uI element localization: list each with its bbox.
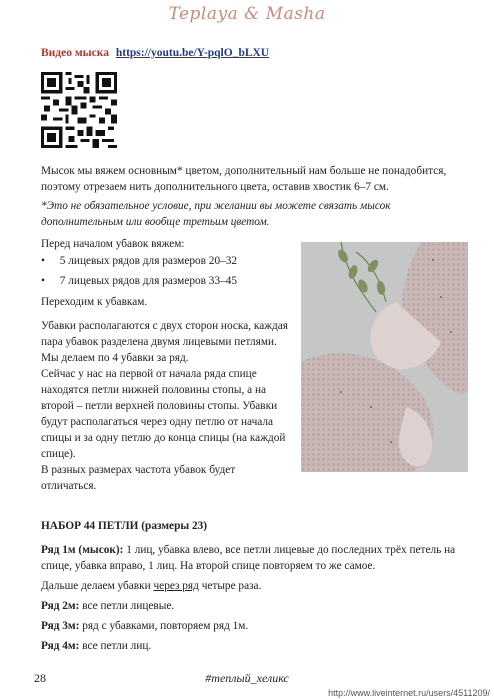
row-3-instruction xyxy=(41,618,461,634)
footer-hashtag: #теплый_хеликс xyxy=(205,671,289,685)
bullet-dot-icon: • xyxy=(41,255,45,267)
repeat-pre: Дальше делаем убавки xyxy=(41,580,154,592)
row-3-text: ряд с убавками, повторяем ряд 1м. xyxy=(79,620,249,632)
row-1-instruction xyxy=(41,542,461,574)
paragraph-note: *Это не обязательное условие, при желании вы можете связать мысок дополнительным или вообще третьим цветом. xyxy=(41,200,391,228)
page-number: 28 xyxy=(34,671,46,685)
bullet-list-item xyxy=(41,275,237,287)
row-2-instruction xyxy=(41,598,461,614)
repeat-underlined: через ряд xyxy=(153,580,199,592)
row-1-text: 1 лиц, убавка влево, все петли лицевые до последних трёх петель на спице, убавка вправо, 1 лиц. На второй спице повторяем то же самое. xyxy=(41,544,456,572)
row-4-text: все петли лиц. xyxy=(79,640,152,652)
video-link[interactable]: https://youtu.be/Y-pqlO_bLXU xyxy=(115,47,270,59)
row-2-text: все петли лицевые. xyxy=(79,600,175,612)
row-4-instruction xyxy=(41,638,461,654)
bullet-text: 7 лицевых рядов для размеров 33–45 xyxy=(59,275,238,287)
paragraph-go-to-decreases: Переходим к убавкам. xyxy=(41,296,148,308)
bullet-dot-icon: • xyxy=(41,275,45,287)
paragraph-needles: Сейчас у нас на первой от начала ряда спице находятся петли нижней половины стопы, а на второй – петли верхней половины стопы. Убавки будут располагаться через одну петлю от начала спицы и за одну петлю до конца спицы (на каждой спице). xyxy=(41,368,286,460)
paragraph-intro: Мысок мы вяжем основным* цветом, дополнительный нам больше не понадобится, поэтому отрезаем нить дополнительного цвета, оставив хвостик 6–7 см. xyxy=(41,165,447,193)
paragraph-sizes-frequency: В разных размерах частота убавок будет отличаться. xyxy=(41,464,236,492)
row-2-label: Ряд 2м: xyxy=(41,600,80,612)
video-line xyxy=(41,47,269,59)
qr-code-image[interactable] xyxy=(41,72,117,148)
watermark-url: http://www.liveinternet.ru/users/4511209/ xyxy=(328,688,490,698)
brand-logo: Teplaya & Masha xyxy=(168,4,326,24)
row-3-label: Ряд 3м: xyxy=(41,620,80,632)
section-title: НАБОР 44 ПЕТЛИ (размеры 23) xyxy=(41,520,208,532)
video-label: Видео мыска xyxy=(41,47,109,59)
paragraph-decreases-position: Убавки располагаются с двух сторон носка, каждая пара убавок разделена двумя лицевыми петлями. Мы делаем по 4 убавки за ряд. xyxy=(41,320,288,364)
repeat-instruction xyxy=(41,578,461,594)
row-1-label: Ряд 1м (мысок): xyxy=(41,544,124,556)
repeat-post: четыре раза. xyxy=(198,580,262,592)
sock-photo xyxy=(301,242,468,472)
paragraph-before-decreases: Перед началом убавок вяжем: xyxy=(41,238,185,250)
bullet-list-item xyxy=(41,255,237,267)
bullet-text: 5 лицевых рядов для размеров 20–32 xyxy=(59,255,238,267)
row-4-label: Ряд 4м: xyxy=(41,640,80,652)
